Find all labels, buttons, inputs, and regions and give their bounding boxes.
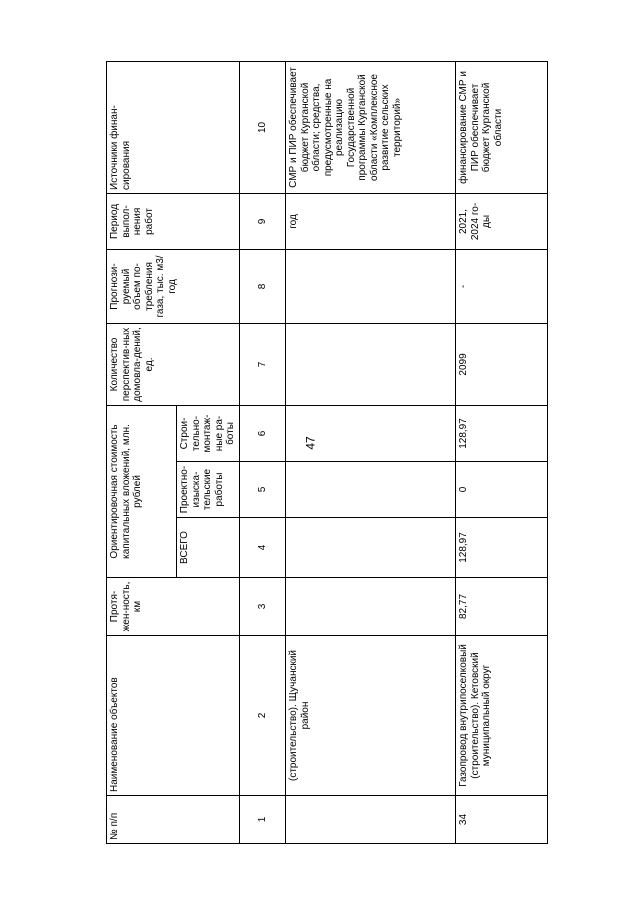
cell-length: 82,77	[456, 578, 548, 636]
cell-cost-design	[286, 462, 456, 518]
header-cost-group: Ориентировочная стоимость капитальных вложений, млн. рублей	[107, 405, 177, 577]
header-row	[107, 61, 177, 843]
cell-households	[286, 323, 456, 405]
header-cost-total: ВСЕГО	[177, 518, 240, 578]
cell-sources: финансирование СМР и ПИР обеспечивает бюджет Курганской области	[456, 61, 548, 193]
cell-cost-total: 128,97	[456, 518, 548, 578]
cell-households: 2099	[456, 323, 548, 405]
column-number: 3	[239, 578, 286, 636]
header-period: Период выпол-нения работ	[107, 193, 240, 249]
column-number: 7	[239, 323, 286, 405]
column-number: 6	[239, 405, 286, 461]
cell-cost-total	[286, 518, 456, 578]
header-length: Протя-жен-ность, км	[107, 578, 240, 636]
cell-length	[286, 578, 456, 636]
cell-period: 2021, 2024 го-ды	[456, 193, 548, 249]
column-number: 5	[239, 462, 286, 518]
cell-gas-volume: -	[456, 249, 548, 323]
column-number: 4	[239, 518, 286, 578]
column-number: 8	[239, 249, 286, 323]
cell-cost-design: 0	[456, 462, 548, 518]
cell-period: год	[286, 193, 456, 249]
header-num: № п/п	[107, 796, 240, 844]
column-number: 9	[239, 193, 286, 249]
gas-pipeline-table	[106, 61, 548, 844]
cell-cost-construction: 128,97	[456, 405, 548, 461]
column-number: 1	[239, 796, 286, 844]
header-name: Наименование объектов	[107, 636, 240, 796]
column-number: 2	[239, 636, 286, 796]
page-number: 47	[303, 436, 318, 450]
column-number: 10	[239, 61, 286, 193]
header-cost-construction: Строи-тельно-монтаж-ные ра-боты	[177, 405, 240, 461]
cell-name: (строительство). Щучанский район	[286, 636, 456, 796]
header-sources: Источники финан-сирования	[107, 61, 240, 193]
header-households: Количество перспектив-ных домовла-дений, ед.	[107, 323, 240, 405]
header-gas-volume: Прогнози-руемый объем по-требления газа, тыс. м3/год	[107, 249, 240, 323]
cell-name: Газопровод внутрипоселковый (строительство). Кетовский муниципальный округ	[456, 636, 548, 796]
rotated-table-container	[106, 62, 548, 844]
cell-num	[286, 796, 456, 844]
cell-gas-volume	[286, 249, 456, 323]
cell-sources: СМР и ПИР обеспечивает бюджет Курганской области; средства, предусмотренные на реализацию Государственной программы Курганской области «Комплексное развитие сельских территорий»	[286, 61, 456, 193]
table-row	[286, 61, 456, 843]
column-number-row	[239, 61, 286, 843]
cell-num: 34	[456, 796, 548, 844]
rotated-table-frame	[106, 62, 548, 844]
cell-cost-construction	[286, 405, 456, 461]
table-row	[456, 61, 548, 843]
header-cost-design: Проектно-изыска-тельские работы	[177, 462, 240, 518]
